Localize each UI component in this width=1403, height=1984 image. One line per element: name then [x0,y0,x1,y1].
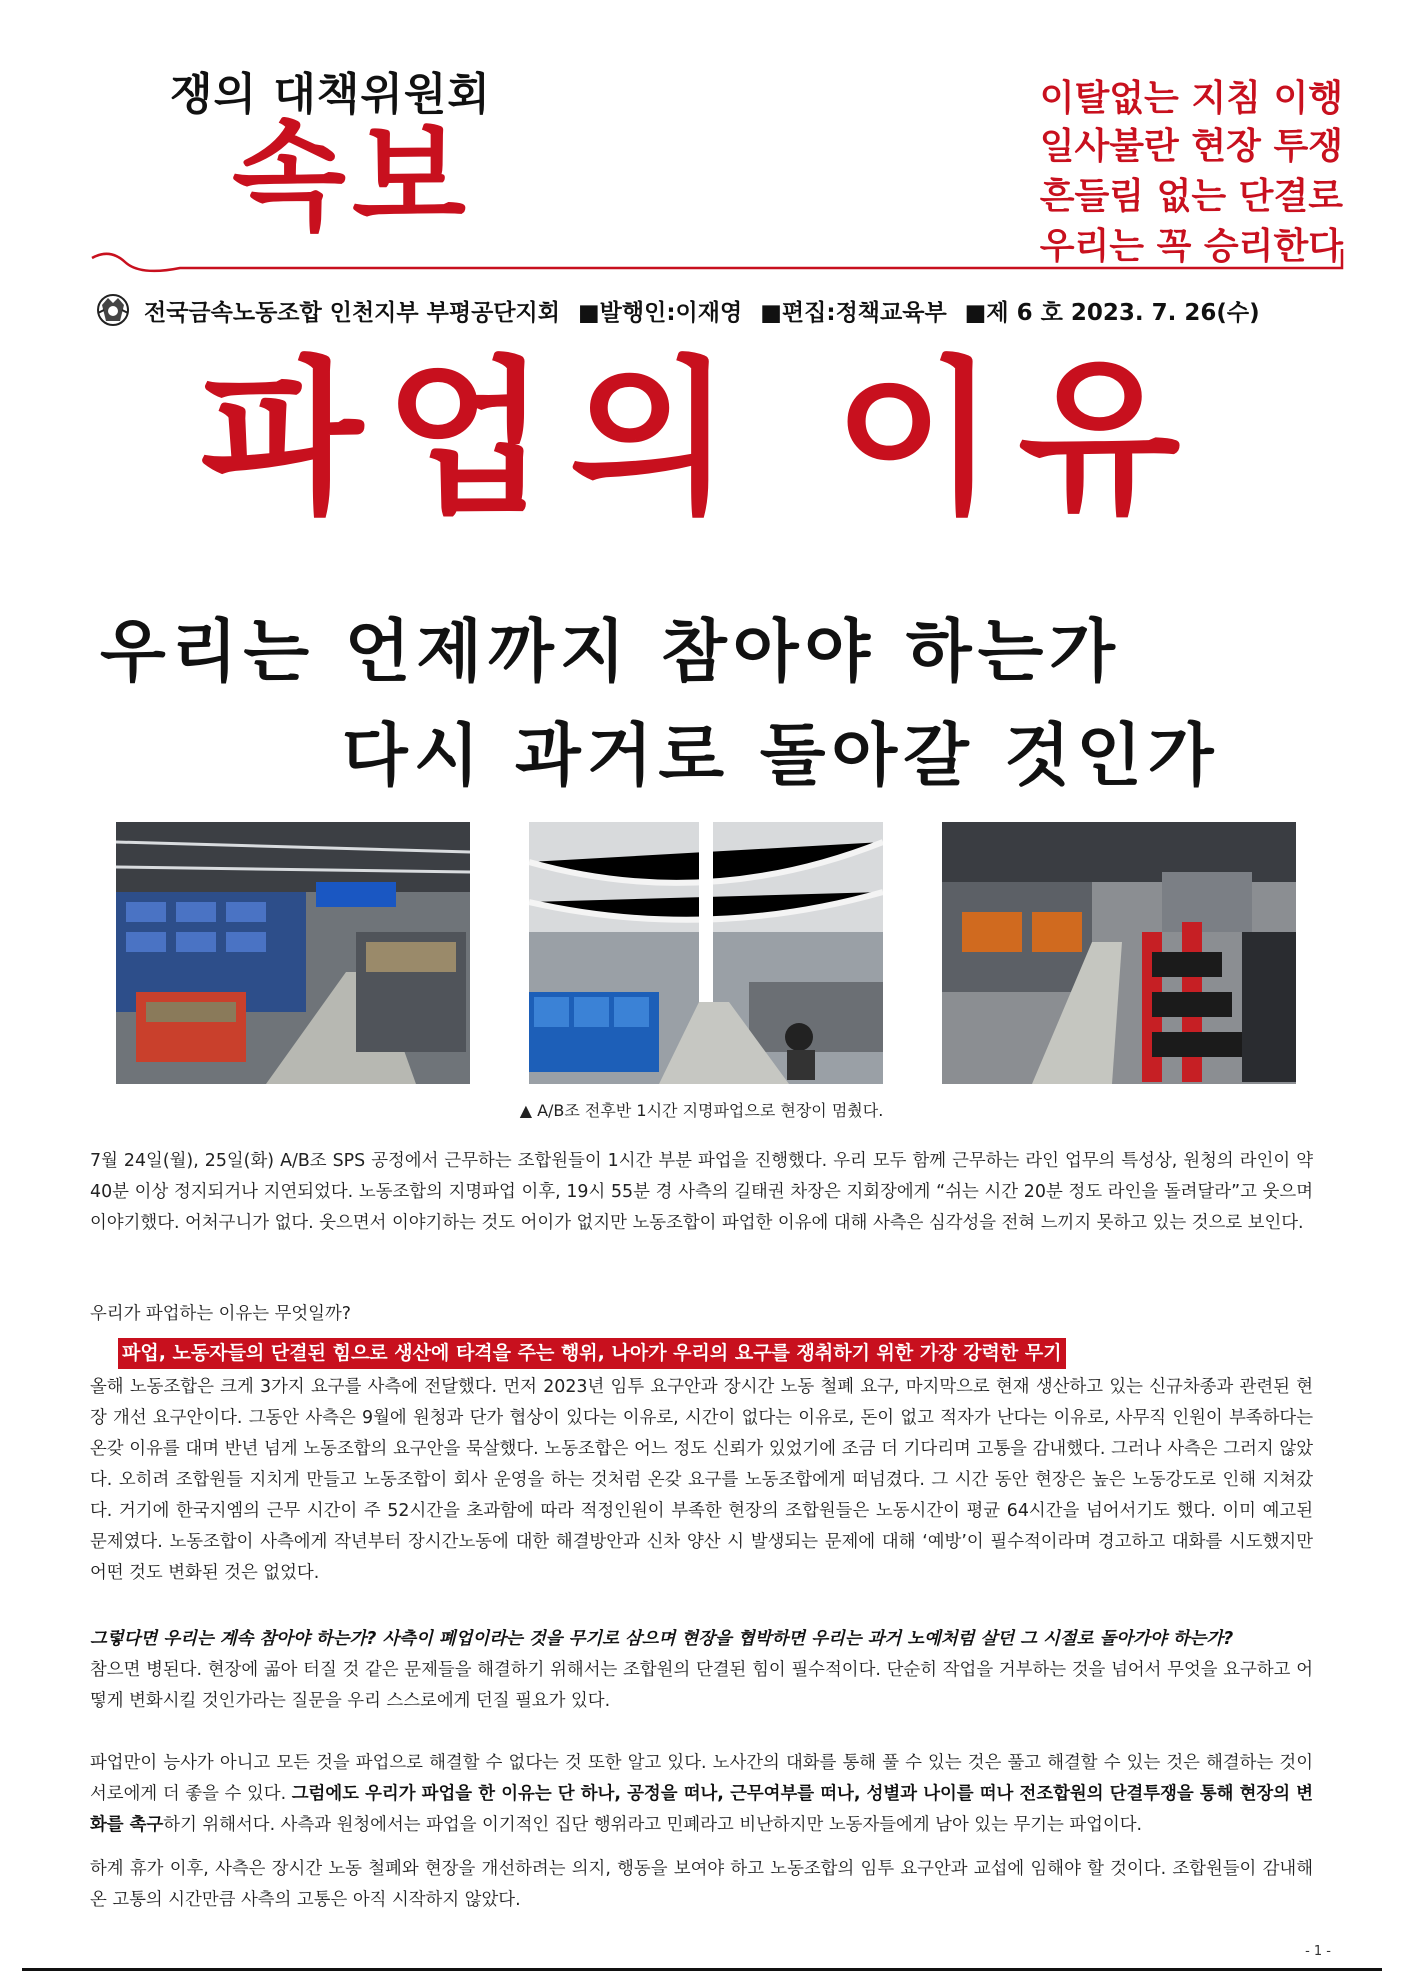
photo-caption: ▲ A/B조 전후반 1시간 지명파업으로 현장이 멈췄다. [519,1101,884,1120]
paragraph-4-bold: 그럼에도 우리가 파업을 한 이유는 단 하나, 공정을 떠나, 근무여부를 떠나, 성별과 나이를 떠나 전조합원의 단결투쟁을 통해 현장의 변화를 촉구 [90,1784,1313,1835]
subheadline-2: 다시 과거로 돌아갈 것인가 [342,717,1220,796]
paragraph-4-intro: 파업만이 능사가 아니고 모든 것을 파업으로 해결할 수 없다는 것 또한 알고 있다. 노사간의 대화를 통해 풀 수 있는 것은 풀고 해결할 수 있는 것은 해결하는 것이 서로에게 더 좋을 수 있다. [90,1753,1313,1804]
slogan-4: 우리는 꼭 승리한다 [1039,226,1343,267]
paragraph-3-text: 참으면 병된다. 현장에 곪아 터질 것 같은 문제들을 해결하기 위해서는 조합원의 단결된 힘이 필수적이다. 단순히 작업을 거부하는 것을 넘어서 무엇을 요구하고 어떻게 변화시킬 것인가라는 질문을 우리 스스로에게 던질 필요가 있다. [90,1660,1313,1711]
union-name: 전국금속노동조합 인천지부 부평공단지회 [144,299,560,326]
paragraph-2: 올해 노동조합은 크게 3가지 요구를 사측에 전달했다. 먼저 2023년 임투 요구안과 장시간 노동 철폐 요구, 마지막으로 현재 생산하고 있는 신규차종과 관련된 현장 개선 요구안이다. 그동안 사측은 9월에 원청과 단가 협상이 있다는 이유로, 시간이 없다는 이유로, 돈이 없고 적자가 난다는 이유로, 사무직 인원이 부족하다는 온갖 이유를 대며 반년 넘게 노동조합의 요구안을 묵살했다. 노동조합은 어느 정도 신뢰가 있었기에 조금 더 기다리며 고통을 감내했다. 그러나 사측은 그러지 않았다. 오히려 조합원들 지치게 만들고 노동조합이 회사 운영을 하는 것처럼 온갖 요구를 노동조합에게 떠넘겼다. 그 시간 동안 현장은 높은 노동강도로 인해 지쳐갔다. 거기에 한국지엠의 근무 시간이 주 52시간을 초과함에 따라 적정인원이 부족한 현장의 조합원들은 노동시간이 평균 64시간을 넘어서기도 했다. 이미 예고된 문제였다. 노동조합이 사측에게 작년부터 장시간노동에 대한 해결방안과 신차 양산 시 발생되는 문제에 대해 ‘예방’이 필수적이라며 경고하고 대화를 시도했지만 어떤 것도 변화된 것은 없었다. [90,1377,1313,1583]
publisher: ■발행인:이재영 [577,299,743,326]
highlight-banner: 파업, 노동자들의 단결된 힘으로 생산에 타격을 주는 행위, 나아가 우리의 요구를 쟁취하기 위한 가장 강력한 무기 [118,1338,1066,1369]
factory-photo-1 [116,822,470,1084]
bulletin-title: 속보 [232,108,472,246]
factory-photo-3 [942,822,1296,1084]
paragraph-3 [90,1624,1313,1717]
subheadline-1: 우리는 언제까지 참아야 하는가 [100,613,1121,692]
paragraph-4 [90,1748,1313,1841]
masthead-swoosh-line [70,248,1350,288]
editor: ■편집:정책교육부 [760,299,947,326]
paragraph-3-question: 그렇다면 우리는 계속 참아야 하는가? 사측이 폐업이라는 것을 무기로 삼으며 현장을 협박하면 우리는 과거 노예처럼 살던 그 시절로 돌아가야 하는가? [90,1629,1234,1649]
issue-number: ■제 6 호 2023. 7. 26(수) [964,299,1260,326]
slogan-3: 흔들림 없는 단결로 [1039,176,1343,217]
committee-name: 쟁의 대책위원회 [170,69,491,120]
slogan-1: 이탈없는 지침 이행 [1039,78,1343,119]
footer-rule [22,1968,1382,1971]
factory-photo-2 [529,822,883,1084]
paragraph-5: 하계 휴가 이후, 사측은 장시간 노동 철폐와 현장을 개선하려는 의지, 행동을 보여야 하고 노동조합의 임투 요구안과 교섭에 임해야 할 것이다. 조합원들이 감내해온 고통의 시간만큼 사측의 고통은 아직 시작하지 않았다. [90,1859,1313,1910]
paragraph-4-end: 하기 위해서다. 사측과 원청에서는 파업을 이기적인 집단 행위라고 민폐라고 비난하지만 노동자들에게 남아 있는 무기는 파업이다. [163,1815,1143,1835]
slogan-2: 일사불란 현장 투쟁 [1039,126,1343,167]
question-line: 우리가 파업하는 이유는 무엇일까? [90,1304,352,1324]
info-bar [96,292,1346,328]
union-logo-icon [96,293,130,327]
paragraph-1: 7월 24일(월), 25일(화) A/B조 SPS 공정에서 근무하는 조합원들이 1시간 부분 파업을 진행했다. 우리 모두 함께 근무하는 라인 업무의 특성상, 원청의 라인이 약 40분 이상 정지되거나 지연되었다. 노동조합의 지명파업 이후, 19시 55분 경 사측의 길태권 차장은 지회장에게 “쉬는 시간 20분 정도 라인을 돌려달라”고 웃으며 이야기했다. 어처구니가 없다. 웃으면서 이야기하는 것도 어이가 없지만 노동조합이 파업한 이유에 대해 사측은 심각성을 전혀 느끼지 못하고 있는 것으로 보인다. [90,1151,1313,1233]
page-number: - 1 - [1305,1944,1331,1959]
main-headline: 파업의 이유 [200,341,1203,537]
